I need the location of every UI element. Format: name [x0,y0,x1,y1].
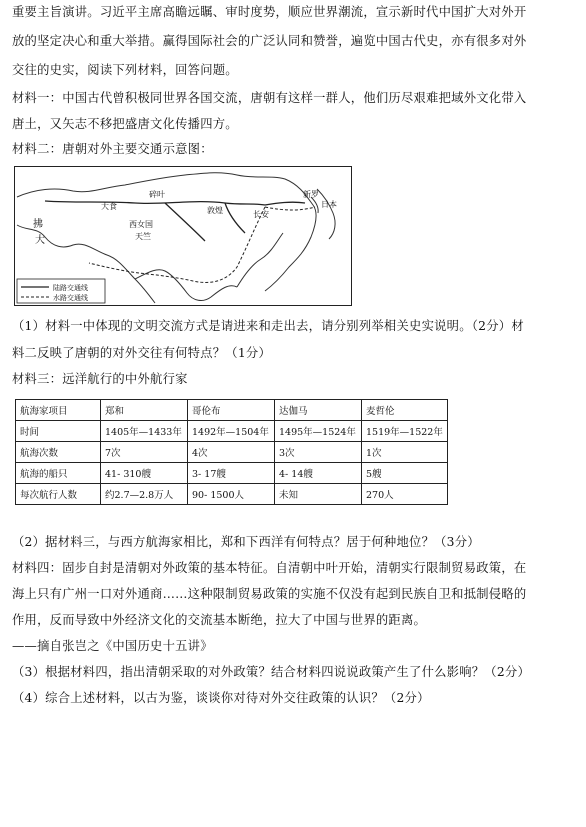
intro-line-1: 重要主旨演讲。习近平主席高瞻远瞩、审时度势，顺应世界潮流，宣示新时代中国扩大对外开 [12,5,527,19]
table-row [16,421,448,442]
table-cell: 1405年—1433年 [101,421,188,442]
map-drawing [15,167,351,305]
table-cell: 5艘 [362,463,448,484]
table-row [16,400,448,421]
material-4-line-2: 海上只有广州一口对外通商……这种限制贸易政策的实施不仅没有起到民族自卫和抵制侵略的 [12,587,527,601]
material-2-title: 材料二：唐朝对外主要交通示意图： [12,142,213,156]
table-cell: 270人 [362,484,448,505]
table-cell: 3次 [275,442,362,463]
table-cell: 时间 [16,421,101,442]
table-cell: 哥伦布 [188,400,275,421]
table-cell: 航海家项目 [16,400,101,421]
table-cell: 1495年—1524年 [275,421,362,442]
table-cell: 3- 17艘 [188,463,275,484]
map-label-changan: 长安 [253,210,269,219]
material-1-line-2: 唐土，又矢志不移把盛唐文化传播四方。 [12,117,238,131]
map-label-tianzhu: 天竺 [135,232,151,241]
map-label-fu: 拂 [33,219,43,230]
material-1-line-1: 材料一：中国古代曾积极同世界各国交流，唐朝有这样一群人，他们历尽艰难把域外文化带入 [12,91,527,105]
question-1-line-1: （1）材料一中体现的文明交流方式是请进来和走出去，请分别列举相关史实说明。（2分）材 [12,319,524,333]
question-2: （2）据材料三，与西方航海家相比，郑和下西洋有何特点？居于何种地位？（3分） [12,535,480,549]
material-3-title: 材料三：远洋航行的中外航行家 [12,372,188,386]
map-label-suiye: 碎叶 [149,190,165,199]
question-1-line-2: 料二反映了唐朝的对外交往有何特点？（1分） [12,346,272,360]
map-label-dunhuang: 敦煌 [207,206,223,215]
legend-sea-label: 水路交通线 [53,294,88,302]
table-row [16,442,448,463]
table-cell: 7次 [101,442,188,463]
material-4-line-1: 材料四：固步自封是清朝对外政策的基本特征。自清朝中叶开始，清朝实行限制贸易政策，在 [12,561,527,575]
table-cell: 1492年—1504年 [188,421,275,442]
table-row [16,463,448,484]
material-4-line-3: 作用，反而导致中外经济文化的交流基本断绝，拉大了中国与世界的距离。 [12,613,427,627]
navigator-table [15,399,448,505]
table-cell: 1519年—1522年 [362,421,448,442]
table-cell: 未知 [275,484,362,505]
table-cell: 90- 1500人 [188,484,275,505]
map-label-xinvguo: 西女国 [129,220,153,229]
table-cell: 1次 [362,442,448,463]
question-4: （4）综合上述材料，以古为鉴，谈谈你对待对外交往政策的认识？（2分） [12,691,430,705]
intro-line-2: 放的坚定决心和重大举措。赢得国际社会的广泛认同和赞誉，遍览中国古代史，亦有很多对外 [12,34,527,48]
table-cell: 4次 [188,442,275,463]
map-label-xinluo: 新罗 [303,190,319,199]
table-cell: 航海次数 [16,442,101,463]
table-row [16,484,448,505]
table-cell: 约2.7—2.8万人 [101,484,188,505]
table-cell: 麦哲伦 [362,400,448,421]
map-label-riben: 日本 [321,200,337,209]
map-label-dashi: 大食 [101,202,117,211]
tang-traffic-map [14,166,352,306]
table-cell: 4- 14艘 [275,463,362,484]
legend-land-label: 陆路交通线 [53,284,88,292]
table-cell: 达伽马 [275,400,362,421]
material-4-source: ——摘自张岂之《中国历史十五讲》 [12,639,213,653]
table-cell: 41- 310艘 [101,463,188,484]
table-cell: 航海的船只 [16,463,101,484]
intro-line-3: 交往的史实，阅读下列材料，回答问题。 [12,63,238,77]
map-label-da: 大 [35,235,45,246]
table-cell: 郑和 [101,400,188,421]
table-cell: 每次航行人数 [16,484,101,505]
question-3: （3）根据材料四，指出清朝采取的对外政策？结合材料四说说政策产生了什么影响？（2分） [12,665,531,679]
